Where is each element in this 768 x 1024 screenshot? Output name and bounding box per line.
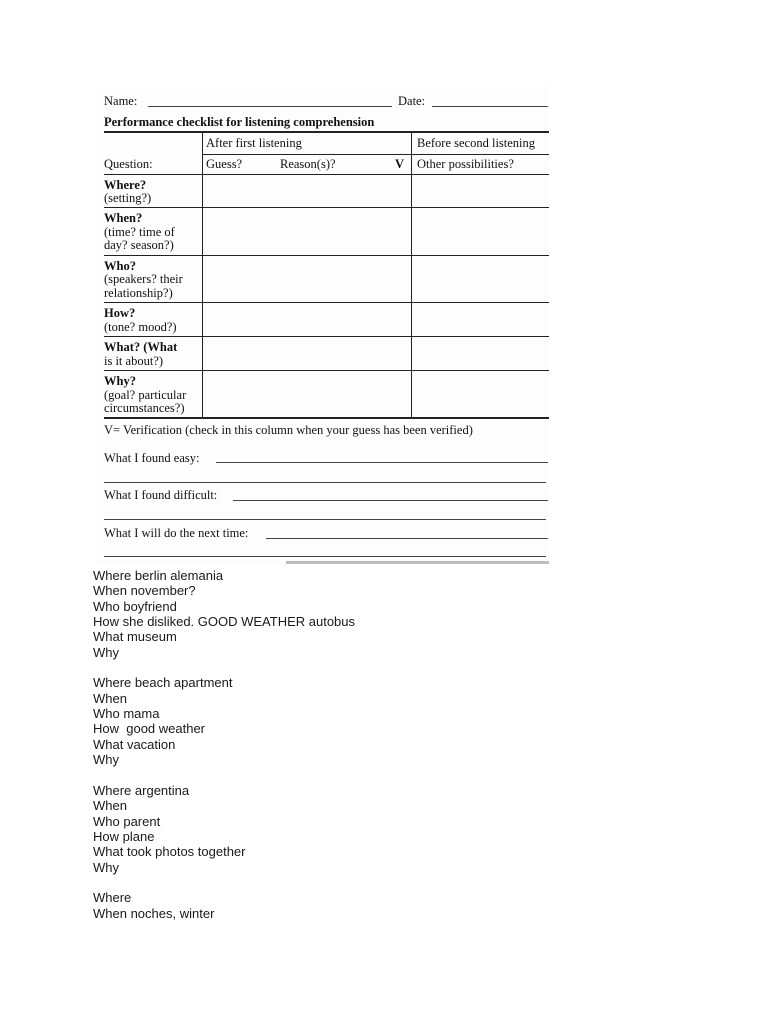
note-line: What museum <box>93 629 177 645</box>
note-line: How plane <box>93 828 155 844</box>
name-label: Name: <box>104 94 138 108</box>
row-how-title: How? <box>104 306 136 320</box>
header-reasons: Reason(s)? <box>280 157 336 171</box>
notes-group <box>93 783 653 875</box>
answer-line <box>266 538 548 539</box>
row-where-title: Where? <box>104 178 147 192</box>
note-line: Who parent <box>93 813 161 829</box>
found-difficult-label: What I found difficult: <box>104 488 218 502</box>
answer-line <box>233 500 548 501</box>
note-line: Why <box>93 752 119 768</box>
note-line: When <box>93 690 127 706</box>
row-why-hint: (goal? particular <box>104 388 187 402</box>
row-divider <box>104 255 549 256</box>
row-who-hint: (speakers? their <box>104 272 183 286</box>
notes-group <box>93 675 653 767</box>
note-line: Where beach apartment <box>93 675 233 691</box>
col-divider-second <box>411 131 412 418</box>
header-v: V <box>395 157 405 171</box>
form-title: Performance checklist for listening comprehension <box>104 115 375 129</box>
note-line: When november? <box>93 583 196 599</box>
row-divider <box>104 370 549 371</box>
date-field-line <box>432 106 548 107</box>
note-line: Who boyfriend <box>93 598 177 614</box>
next-time-label: What I will do the next time: <box>104 526 249 540</box>
note-line: Where argentina <box>93 782 190 798</box>
checklist-form <box>96 86 549 564</box>
row-who-title: Who? <box>104 259 136 273</box>
note-line: What took photos together <box>93 844 246 860</box>
note-line: How good weather <box>93 721 206 737</box>
row-when-hint: (time? time of <box>104 225 175 239</box>
answer-line <box>216 462 548 463</box>
header-before-second: Before second listening <box>417 136 536 150</box>
verification-note: V= Verification (check in this column when your guess has been verified) <box>104 423 473 437</box>
row-divider <box>104 302 549 303</box>
row-divider <box>104 207 549 208</box>
col-divider-question <box>202 131 203 418</box>
handwritten-notes <box>93 568 653 936</box>
row-what-hint: is it about?) <box>104 354 164 368</box>
note-line: Why <box>93 859 119 875</box>
header-other: Other possibilities? <box>417 157 514 171</box>
row-when-title: When? <box>104 211 143 225</box>
note-line: What vacation <box>93 736 176 752</box>
header-after-first: After first listening <box>206 136 302 150</box>
note-line: How she disliked. GOOD WEATHER autobus <box>93 614 356 630</box>
header-bottom-border <box>104 174 549 175</box>
row-what-title: What? (What <box>104 340 178 354</box>
row-divider <box>104 336 549 337</box>
note-line: Where berlin alemania <box>93 568 224 583</box>
header-guess: Guess? <box>206 157 243 171</box>
row-where-hint: (setting?) <box>104 191 152 205</box>
row-when-hint: day? season?) <box>104 238 174 252</box>
note-line: When noches, winter <box>93 905 215 921</box>
row-who-hint: relationship?) <box>104 286 173 300</box>
header-question: Question: <box>104 157 153 171</box>
found-easy-label: What I found easy: <box>104 451 200 465</box>
note-line: Why <box>93 644 119 660</box>
header-divider <box>202 154 549 155</box>
notes-group <box>93 568 653 660</box>
table-bottom-border <box>104 417 549 419</box>
row-why-hint: circumstances?) <box>104 401 185 415</box>
row-how-hint: (tone? mood?) <box>104 320 177 334</box>
note-line: When <box>93 798 127 814</box>
table-top-border <box>104 131 549 133</box>
note-line: Where <box>93 890 132 906</box>
date-label: Date: <box>398 94 426 108</box>
name-field-line <box>148 106 392 107</box>
answer-line <box>104 482 546 483</box>
answer-line <box>104 519 546 520</box>
row-why-title: Why? <box>104 374 136 388</box>
answer-line <box>104 556 546 557</box>
notes-group <box>93 890 653 921</box>
note-line: Who mama <box>93 706 160 722</box>
